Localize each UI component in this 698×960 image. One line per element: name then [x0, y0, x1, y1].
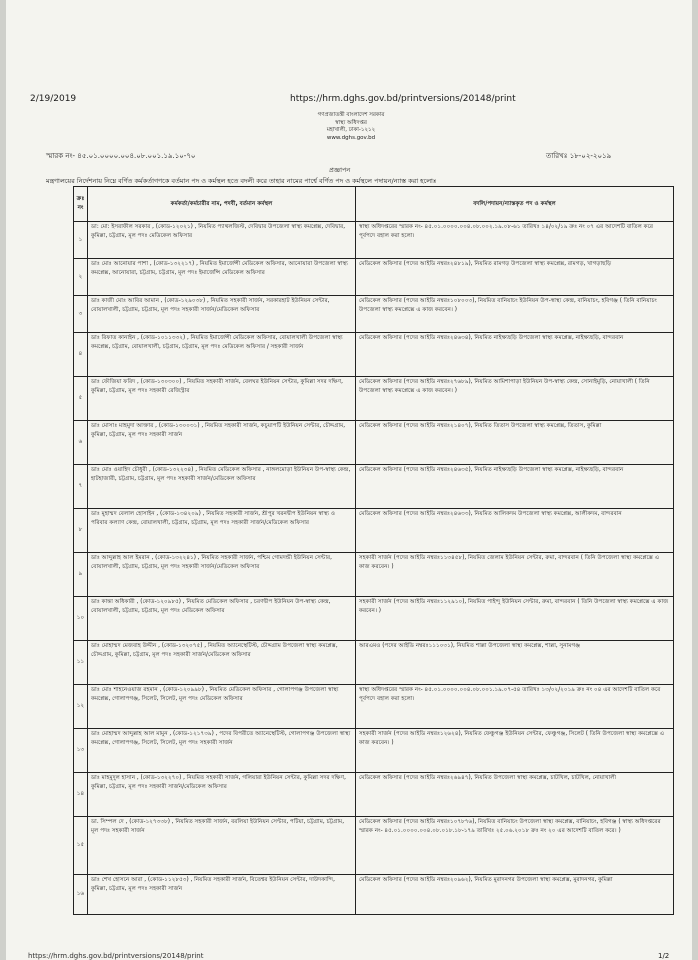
row-current-post: ডাঃ শেখ হোসনে আরা , (কোড-১১২৮৫৩) , নিয়মিত সহকারী সার্জন, বিতেশ্বর ইউনিয়ন সেন্টার, দাউদকান্দি, কুমিল্লা, চট্টগ্রাম, মূল পদঃ সহকারী সার্জন	[88, 875, 356, 915]
table-row	[74, 597, 674, 641]
table-row	[74, 729, 674, 773]
row-serial: ১২	[74, 685, 88, 729]
letterhead-line-3: মহাখালী, ঢাকা-১২১২	[326, 127, 376, 133]
row-current-post: ডাঃ মুহাম্মদ বেলাল হোসাইন , (কোড-১৩৪২০৯) , নিয়মিত সহকারী সার্জন, শ্রীপুর খরনদ্বীপ ইউনিয়ন স্বাস্থ্য ও পরিবার কল্যাণ কেন্দ্র, বোয়ালখালী, চট্টগ্রাম, চট্টগ্রাম, মূল পদঃ সহকারী সার্জন/মেডিকেল অফিসার	[88, 509, 356, 553]
notice-text: মন্ত্রণালয়ের নির্দেশনায় নিম্নে বর্ণিত কর্মকর্তাগণকে বর্তমান পদ ও কর্মস্থল হতে বদলী করে তাহার নামের পার্শ্বে বর্ণিত পদ ও কর্মস্থলে পদায়ন/ন্যাস্ত করা হলোঃ	[46, 177, 437, 185]
row-serial: ১৩	[74, 729, 88, 773]
row-serial: ১১	[74, 641, 88, 685]
row-current-post: ডা. সিম্পল দে , (কোড-১২৭৩৩৮) , নিয়মিত সহকারী সার্জন, বরলিয়া ইউনিয়ন সেন্টার, পটিয়া, চট্টগ্রাম, চট্টগ্রাম, মূল পদঃ সহকারী সার্জন	[88, 817, 356, 875]
row-serial: ৬	[74, 421, 88, 465]
row-new-post: মেডিকেল অফিসার (পদের আইডি নম্বরঃ২৪৮১৯), নিয়মিত রামগড় উপজেলা স্বাস্থ্য কমপ্লেক্স, রামগড়, খাগড়াছড়ি	[356, 259, 674, 296]
row-serial: ৯	[74, 553, 88, 597]
row-serial: ১৫	[74, 817, 88, 875]
footer-url: https://hrm.dghs.gov.bd/printversions/20148/print	[28, 952, 204, 960]
row-serial: ২	[74, 259, 88, 296]
row-serial: ৭	[74, 465, 88, 509]
print-url: https://hrm.dghs.gov.bd/printversions/20148/print	[290, 94, 516, 104]
table-row	[74, 875, 674, 915]
row-new-post: মেডিকেল অফিসার (পদের আইডি নম্বরঃ২৪৬৩৩), নিয়মিত আলিকদম উপজেলা স্বাস্থ্য কমপ্লেক্স, আলীকদম, বান্দরবান	[356, 509, 674, 553]
row-current-post: ডাঃ মোহাম্মদ মেজবাহ উদ্দীন , (কোড-১৩২০৭৫) , নিয়মিত অ্যানেস্থেটিস্ট, চৌদ্দগ্রাম উপজেলা স্বাস্থ্য কমপ্লেক্স, চৌদ্দগ্রাম, কুমিল্লা, চট্টগ্রাম, মূল পদঃ সহকারী সার্জন/মেডিকেল অফিসার	[88, 641, 356, 685]
row-new-post: মেডিকেল অফিসার (পদের আইডি নম্বরঃ২০৯৬২), নিয়মিত মুরাদনগর উপজেলা স্বাস্থ্য কমপ্লেক্স, মুরাদনগর, কুমিল্লা	[356, 875, 674, 915]
row-serial: ৫	[74, 377, 88, 421]
row-current-post: ডাঃ মোঃ আনোয়ার পাশা , (কোড-১৩২২১৭) , নিয়মিত ইমার্জেন্সী মেডিকেল অফিসার, আনোয়ারা উপজেলা স্বাস্থ্য কমপ্লেক্স, আনোয়ারা, চট্টগ্রাম, চট্টগ্রাম, মূল পদঃ ইমার্জেন্সি মেডিকেল অফিসার	[88, 259, 356, 296]
col-sl-header: ক্রঃ নং	[74, 187, 88, 222]
notice-title: প্রজ্ঞাপন	[329, 166, 351, 174]
row-new-post: মেডিকেল অফিসার (পদের আইডি নম্বরঃ২৭৬৮৯), নিয়মিত আমিশাপাড়া ইউনিয়ন উপ-স্বাস্থ্য কেন্দ্র, সোনাইমুড়ি, নোয়াখালী ( তিনি উপজেলা স্বাস্থ্য কমপ্লেক্সে এ কাজ করবেন। )	[356, 377, 674, 421]
row-new-post: মেডিকেল অফিসার (পদের আইডি নম্বরঃ২৪৬৩৪), নিয়মিত নাইক্ষ্যছড়ি উপজেলা স্বাস্থ্য কমপ্লেক্স, নাইক্ষ্যছড়ি, বান্দরবান	[356, 333, 674, 377]
row-new-post: আরএমও (পদের আইডি নম্বরঃ১১১০৩১), নিয়মিত শাল্লা উপজেলা স্বাস্থ্য কমপ্লেক্স, শাল্লা, সুনামগঞ্জ	[356, 641, 674, 685]
table-row	[74, 509, 674, 553]
row-current-post: ডাঃ কাজী মোঃ আবির আমান , (কোড-১২৯০৩৮) , নিয়মিত সহকারী সার্জন, সরকারহাট ইউনিয়ন সেন্টার, বোয়ালখালী, চট্টগ্রাম, চট্টগ্রাম, মূল পদঃ সহকারী সার্জন/মেডিকেল অফিসার	[88, 296, 356, 333]
row-new-post: মেডিকেল অফিসার (পদের আইডি নম্বরঃ২৬৯৪৭), নিয়মিত উপজেলা স্বাস্থ্য কমপ্লেক্স, চাটখিল, চাটখিল, নোয়াখালী	[356, 773, 674, 817]
row-serial: ১০	[74, 597, 88, 641]
row-current-post: ডাঃ মোহাম্মদ আব্দুল্লাহ আল মামুন , (কোড-১২১৭৩৯) , পদের বিপরীতে অ্যানেস্থেটিস্ট, গোলাপগঞ্জ উপজেলা স্বাস্থ্য কমপ্লেক্স, গোলাপগঞ্জ, সিলেট, সিলেট, মূল পদঃ সহকারী সার্জন	[88, 729, 356, 773]
row-current-post: ডাঃ মাহমুদুল হাসান , (কোড-১৩২২৭০) , নিয়মিত সহকারী সার্জন, গলিয়ারা ইউনিয়ন সেন্টার, কুমিল্লা সদর দক্ষিণ, কুমিল্লা, চট্টগ্রাম, মূল পদঃ সহকারী সার্জন/মেডিকেল অফিসার	[88, 773, 356, 817]
letterhead	[306, 112, 396, 142]
table-row	[74, 685, 674, 729]
row-new-post: সহকারী সার্জন (পদের আইডি নম্বরঃ১১৩৪৫৮), নিয়মিত জেলাম ইউনিয়ন সেন্টার, রুমা, বান্দরবান ( তিনি উপজেলা স্বাস্থ্য কমপ্লেক্সে এ কাজ করবেন। )	[356, 553, 674, 597]
table-header-row	[74, 187, 674, 222]
table-body	[74, 222, 674, 915]
table-row	[74, 222, 674, 259]
table-row	[74, 465, 674, 509]
table-row	[74, 377, 674, 421]
row-current-post: ডাঃ মোঃ ওয়াহিদ চৌধুরী , (কোড-১৩২২৩৪) , নিয়মিত মেডিকেল অফিসার , নাঙ্গলমোড়া ইউনিয়ন উপ-স্বাস্থ্য কেন্দ্র, হাটহাজারী, চট্টগ্রাম, চট্টগ্রাম, মূল পদঃ সহকারী সার্জন/মেডিকেল অফিসার	[88, 465, 356, 509]
row-new-post: মেডিকেল অফিসার (পদের আইডি নম্বরঃ২১৪০৭), নিয়মিত তিতাস উপজেলা স্বাস্থ্য কমপ্লেক্স, তিতাস, কুমিল্লা	[356, 421, 674, 465]
row-current-post: ডাঃ মোসাঃ মাহমুদা আক্তার , (কোড-১৩০০৩১) , নিয়মিত সহকারী সার্জন, কচুয়াপটি ইউনিয়ন সেন্টার, চৌদ্দগ্রাম, কুমিল্লা, চট্টগ্রাম, মূল পদঃ সহকারী সার্জন	[88, 421, 356, 465]
row-current-post: ডাঃ কান্তা অধিকারী , (কোড-১২০৯৮৫) , নিয়মিত মেডিকেল অফিসার , চরণদ্বীপ ইউনিয়ন উপ-স্বাস্থ্য কেন্দ্র, বোয়ালখালী, চট্টগ্রাম, চট্টগ্রাম, মূল পদঃ মেডিকেল অফিসার	[88, 597, 356, 641]
row-serial: ১৬	[74, 875, 88, 915]
row-new-post: স্বাস্থ্য অধিদপ্তরের স্মারক নং- ৪৫.০১.০০০০.০০৪.০৮.০০২.১৯.০৮-৬১ তারিখঃ ১৪/০২/১৯ ক্রঃ নং ০৭ এর আদেশটি বাতিল করে পূর্বপদে বহাল করা হলো।	[356, 222, 674, 259]
table-row	[74, 641, 674, 685]
row-new-post: সহকারী সার্জন (পদের আইডি নম্বরঃ১১২৯১০), নিয়মিত পাইন্দু ইউনিয়ন সেন্টার, রুমা, বান্দরবান ( তিনি উপজেলা স্বাস্থ্য কমপ্লেক্সে এ কাজ করবেন। )	[356, 597, 674, 641]
row-serial: ১	[74, 222, 88, 259]
row-new-post: মেডিকেল অফিসার (পদের আইডি নম্বরঃ২৪৬৩৫), নিয়মিত নাইক্ষ্যছড়ি উপজেলা স্বাস্থ্য কমপ্লেক্স, নাইক্ষ্যছড়ি, বান্দরবান	[356, 465, 674, 509]
row-new-post: স্বাস্থ্য অধিদপ্তরের স্মারক নং- ৪৫.০১.০০০০.০০৪.০৮.০০১.১৯.০৭-৫৪ তারিখঃ ১৩/০২/২০১৯ ক্রঃ নং ০৪ এর আদেশটি বাতিল করে পূর্বপদে বহাল করা হলো।	[356, 685, 674, 729]
transfer-table	[73, 186, 674, 915]
row-serial: ৩	[74, 296, 88, 333]
row-serial: ৪	[74, 333, 88, 377]
col-new-header: বদলি/পদায়ন/ন্যাস্তকৃত পদ ও কর্মস্থল	[356, 187, 674, 222]
row-current-post: ডাঃ রিফাত কানাইন , (কোড-১০১১৩৩২) , নিয়মিত ইমার্জেন্সী মেডিকেল অফিসার, বোয়ালখালী উপজেলা স্বাস্থ্য কমপ্লেক্স, চট্টগ্রাম, বোয়ালখালী, চট্টগ্রাম, চট্টগ্রাম, মূল পদঃ মেডিকেল অফিসার / সহকারী সার্জন	[88, 333, 356, 377]
row-new-post: মেডিকেল অফিসার (পদের আইডি নম্বরঃ১০৭৮৭৬), নিয়মিত বানিয়াচং উপজেলা স্বাস্থ্য কমপ্লেক্স, বানিয়াচং, হবিগঞ্জ ( স্বাস্থ্য অধিদপ্তরের স্মারক নং- ৪৫.০১.০০০০.০০৪.০৮.০১৮.১৮-১৭৯ তারিখঃ ২৫.০৬.২০১৮ ক্রঃ নং ২০ এর আদেশটি বাতিল করে। )	[356, 817, 674, 875]
row-new-post: সহকারী সার্জন (পদের আইডি নম্বরঃ১২৬২৪), নিয়মিত ফেঞ্চুগঞ্জ ইউনিয়ন সেন্টার, ফেঞ্চুগঞ্জ, সিলেট ( তিনি উপজেলা স্বাস্থ্য কমপ্লেক্সে এ কাজ করবেন। )	[356, 729, 674, 773]
memo-number: স্মারক নং- ৪৫.০১.০০০০.০০৪.০৮.০০১.১৯.১০-৭০	[46, 152, 196, 160]
letterhead-line-2: স্বাস্থ্য অধিদপ্তর	[335, 119, 367, 126]
print-date: 2/19/2019	[30, 94, 77, 104]
row-serial: ১৪	[74, 773, 88, 817]
letterhead-line-4: www.dghs.gov.bd	[326, 134, 376, 141]
table-row	[74, 296, 674, 333]
table-row	[74, 553, 674, 597]
col-current-header: কর্মকর্তা/কর্মচারীর নাম, পদবী, বর্তমান কর্মস্থল	[88, 187, 356, 222]
table-row	[74, 259, 674, 296]
letterhead-line-1: গণপ্রজাতন্ত্রী বাংলাদেশ সরকার	[317, 112, 385, 118]
row-current-post: ডা: মো: ইসরাফীল সরকার , (কোড-১২০২১) , নিয়মিত প্যাথলজিস্ট, দেবিদ্বার উপজেলা স্বাস্থ্য কমপ্লেক্স, দেবিদ্বার, কুমিল্লা, চট্টগ্রাম, মূল পদঃ মেডিকেল অফিসার	[88, 222, 356, 259]
row-current-post: ডাঃ ফৌজিয়া ফরিদ , (কোড-১৩০৩০০) , নিয়মিত সহকারী সার্জন, বেলঘর ইউনিয়ন সেন্টার, কুমিল্লা সদর দক্ষিণ, কুমিল্লা, চট্টগ্রাম, মূল পদঃ সহকারী রেজিস্ট্রার	[88, 377, 356, 421]
document-page	[6, 0, 692, 960]
row-current-post: ডাঃ আব্দুল্লাহ আল ইমরান , (কোড-১৩২২৪১) , নিয়মিত সহকারী সার্জন, পশ্চিম গোমদন্ডী ইউনিয়ন সেন্টার, বোয়ালখালী, চট্টগ্রাম, চট্টগ্রাম, মূল পদঃ সহকারী সার্জন/মেডিকেল অফিসার	[88, 553, 356, 597]
page-number: 1/2	[658, 952, 670, 960]
row-serial: ৮	[74, 509, 88, 553]
table-row	[74, 773, 674, 817]
row-current-post: ডাঃ মোঃ শাহনেওয়াজ রহমান , (কোড-১২০৯৯৮) , নিয়মিত মেডিকেল অফিসার , গোলাপগঞ্জ উপজেলা স্বাস্থ্য কমপ্লেক্স, গোলাপগঞ্জ, সিলেট, সিলেট, মূল পদঃ মেডিকেল অফিসার	[88, 685, 356, 729]
table-row	[74, 421, 674, 465]
table-row	[74, 817, 674, 875]
row-new-post: মেডিকেল অফিসার (পদের আইডি নম্বরঃ১০৮০০৩), নিয়মিত বানিয়াচং ইউনিয়ন উপ-স্বাস্থ্য কেন্দ্র, বানিয়াচং, হবিগঞ্জ ( তিনি বানিয়াচং উপজেলা স্বাস্থ্য কমপ্লেক্সে এ কাজ করবেন। )	[356, 296, 674, 333]
table-row	[74, 333, 674, 377]
memo-date: তারিখঃ ১৮-০২-২০১৯	[546, 152, 612, 160]
